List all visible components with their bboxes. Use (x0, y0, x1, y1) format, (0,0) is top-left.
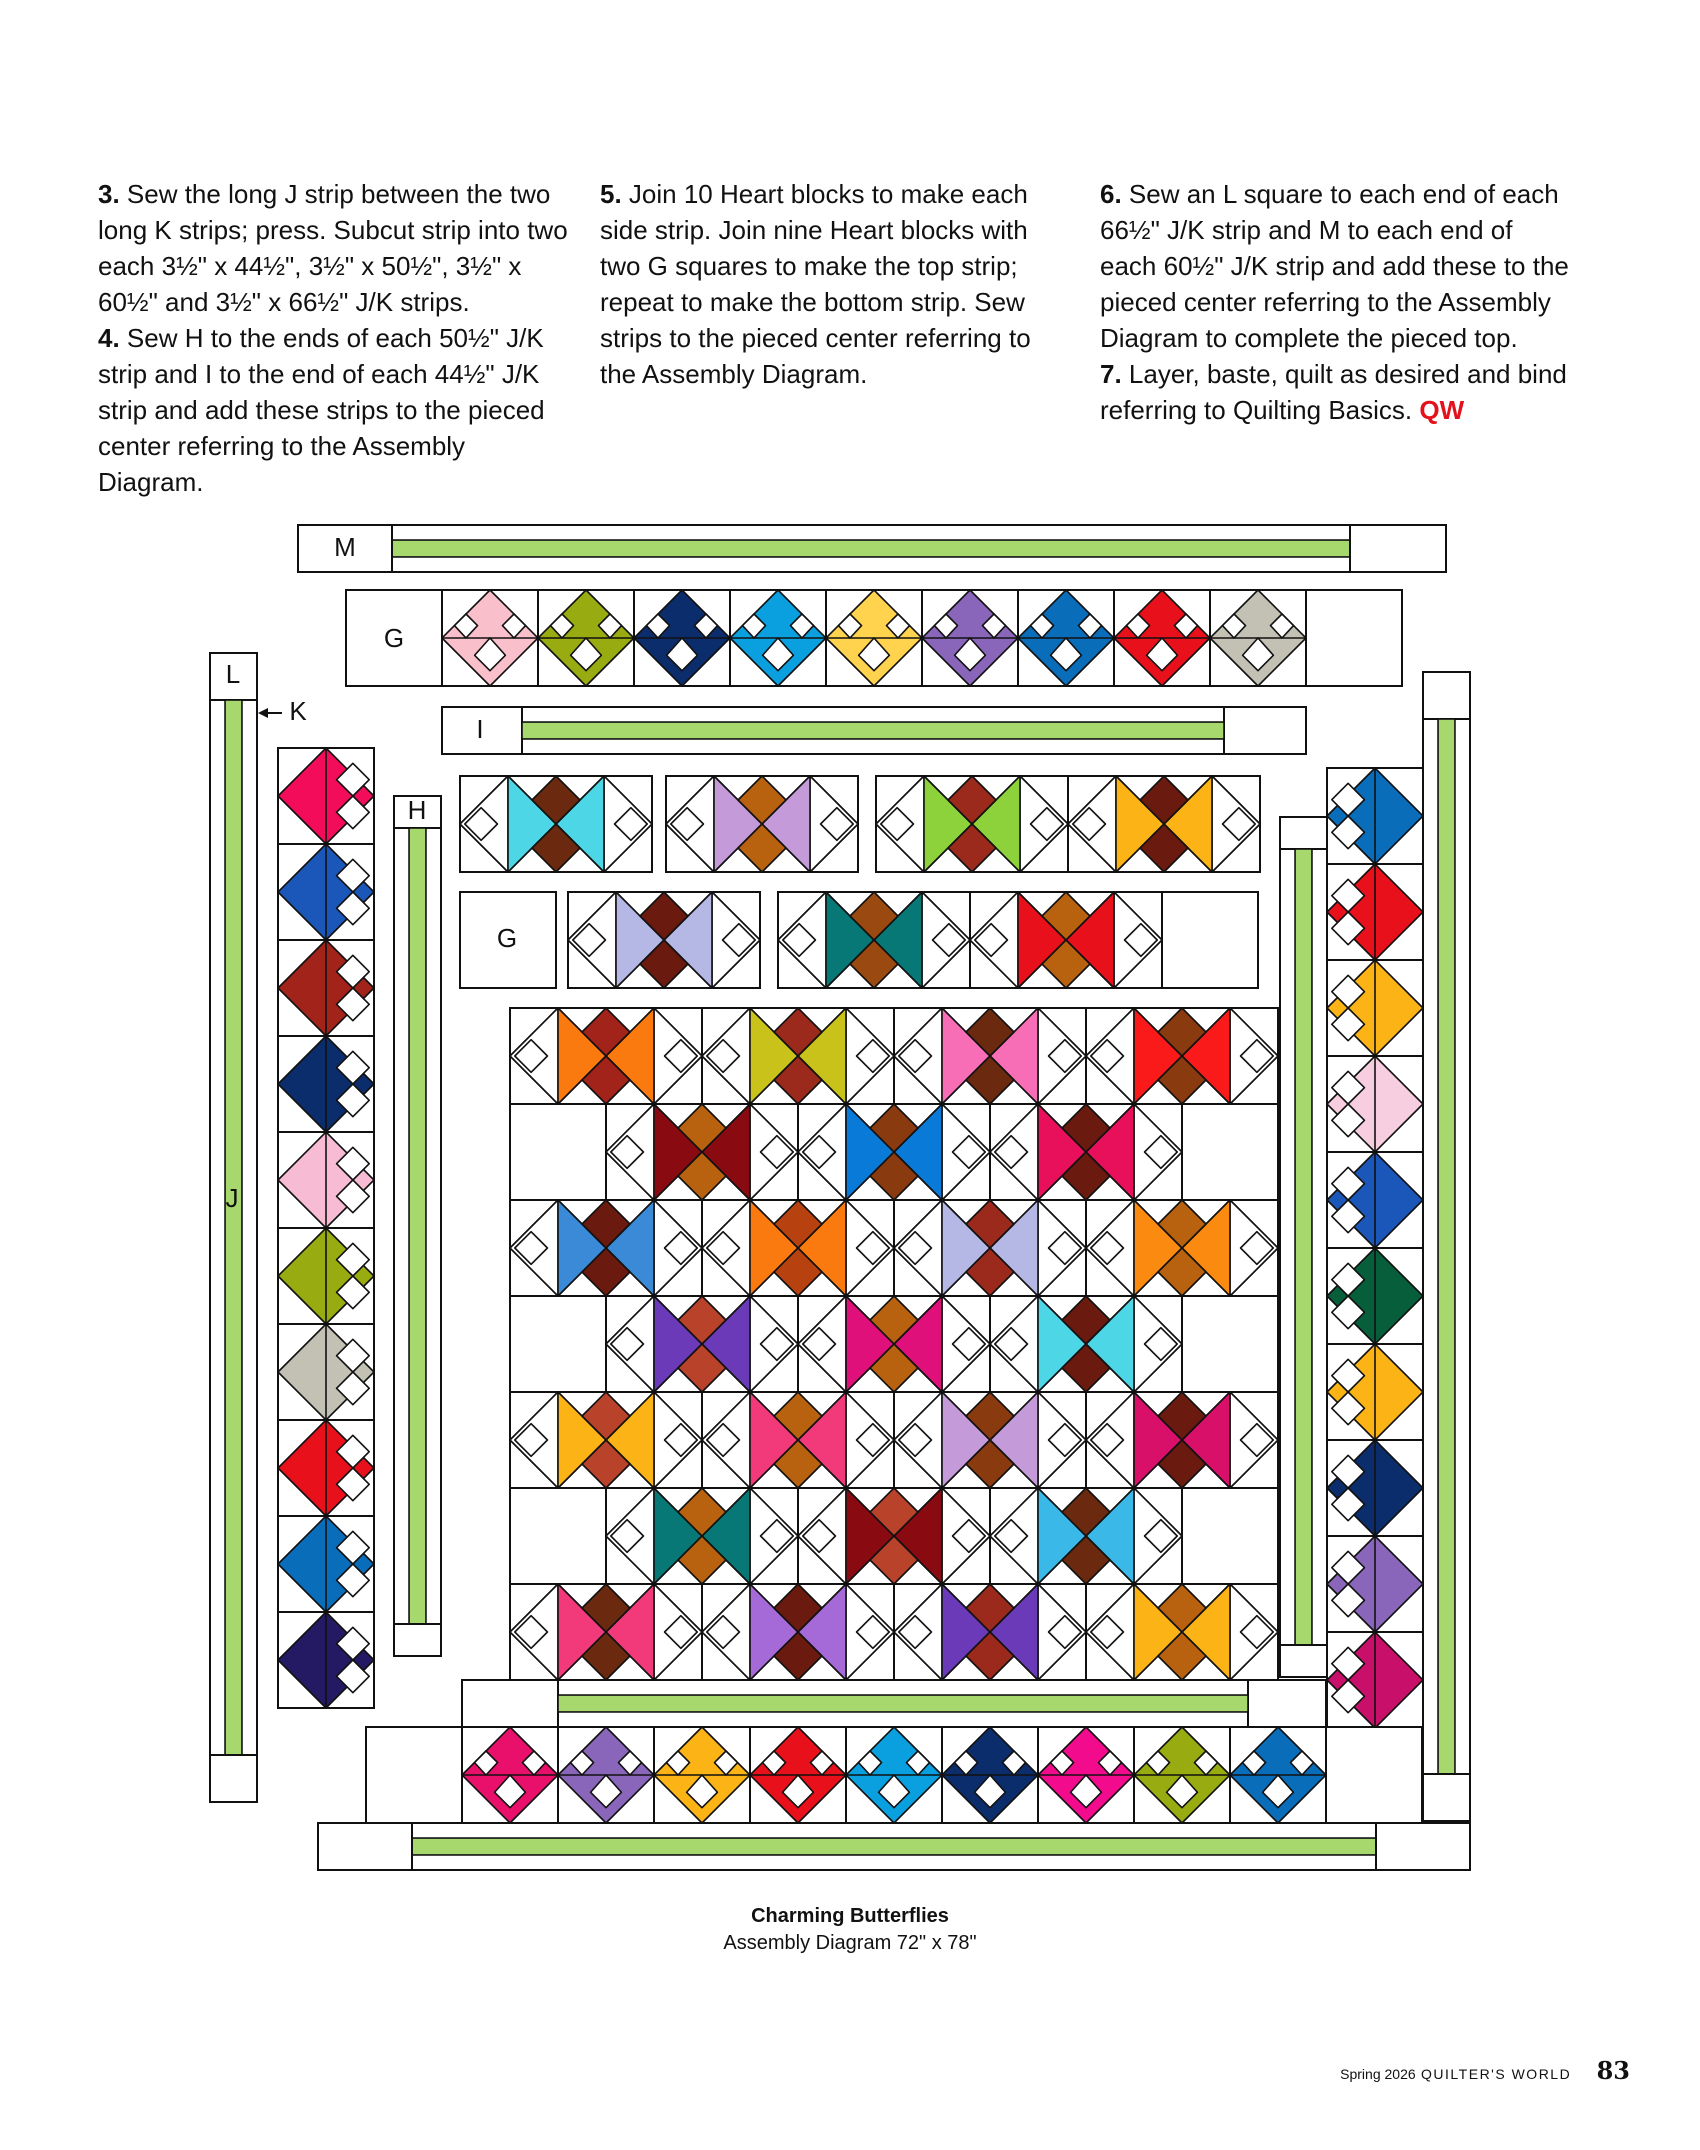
strip-green-band (392, 540, 1350, 557)
heart-block-left (278, 1228, 374, 1324)
heart-block-bottom (462, 1727, 558, 1823)
butterfly-block-center (1086, 1008, 1278, 1104)
step-number: 5. (600, 179, 622, 209)
butterfly-block-top (970, 892, 1162, 988)
butterfly-block-center (894, 1008, 1086, 1104)
heart-block-right (1327, 768, 1423, 864)
butterfly-block-top (1068, 776, 1260, 872)
square-filler (1182, 1296, 1278, 1392)
heart-block-right (1327, 1248, 1423, 1344)
heart-block-left (278, 1420, 374, 1516)
heart-block-bottom (1038, 1727, 1134, 1823)
square-h-right-bottom (1280, 1645, 1327, 1677)
page-number: 83 (1596, 2056, 1630, 2085)
heart-block-bottom (654, 1727, 750, 1823)
heart-block-left (278, 1324, 374, 1420)
heart-block-bottom (558, 1727, 654, 1823)
strip-jk-i-bottom (558, 1680, 1248, 1727)
step-text: Layer, baste, quilt as desired and bind referring to Quilting Basics. (1100, 359, 1567, 425)
strip-jk-right-long (1423, 719, 1470, 1774)
square-h-bottom (394, 1624, 441, 1656)
butterfly-block-center (702, 1008, 894, 1104)
butterfly-block-center (1086, 1584, 1278, 1680)
footer-issue: Spring 2026 (1340, 2066, 1416, 2082)
strip-green-band (412, 1838, 1376, 1855)
square-filler (1182, 1488, 1278, 1584)
heart-block-bottom (1134, 1727, 1230, 1823)
butterfly-block-center (798, 1296, 990, 1392)
step-number: 6. (1100, 179, 1122, 209)
butterfly-block-center (606, 1296, 798, 1392)
label-K: K (289, 695, 307, 726)
heart-block-right (1327, 960, 1423, 1056)
arrow-k-head (258, 708, 268, 718)
butterfly-block-center (1086, 1200, 1278, 1296)
page-footer (1340, 2056, 1630, 2085)
label-J: J (225, 1182, 239, 1213)
heart-block-top (730, 590, 826, 686)
heart-block-top (826, 590, 922, 686)
butterfly-block-top (568, 892, 760, 988)
label-G: G (383, 622, 405, 653)
strip-green-band (409, 828, 426, 1624)
butterfly-block-center (510, 1200, 702, 1296)
strip-jk-bottom (412, 1823, 1376, 1870)
strip-green-band (1438, 719, 1455, 1774)
step-number: 7. (1100, 359, 1122, 389)
square-filler (1182, 1104, 1278, 1200)
butterfly-block-center (990, 1296, 1182, 1392)
heart-block-right (1327, 864, 1423, 960)
butterfly-block-center (894, 1200, 1086, 1296)
diagram-caption-title: Charming Butterflies (751, 1905, 949, 1927)
square-filler (510, 1488, 606, 1584)
square-m (1350, 525, 1446, 572)
heart-block-right (1327, 1056, 1423, 1152)
label-I: I (476, 713, 484, 744)
heart-block-left (278, 1516, 374, 1612)
heart-block-top (922, 590, 1018, 686)
step-number: 3. (98, 179, 120, 209)
square-filler (510, 1296, 606, 1392)
butterfly-block-center (606, 1104, 798, 1200)
footer-magazine: QUILTER'S WORLD (1421, 2066, 1572, 2082)
label-G: G (496, 922, 518, 953)
heart-block-bottom (846, 1727, 942, 1823)
step-text: Sew the long J strip between the two long K strips; press. Subcut strip into two each 3½" x 44½", 3½" x 50½", 3½" x 60½" and 3½" x 66½" J/K strips. (98, 179, 568, 317)
butterfly-block-top (460, 776, 652, 872)
square-m-bottom (1376, 1823, 1470, 1870)
butterfly-block-top (778, 892, 970, 988)
strip-green-band (225, 700, 242, 1755)
strip-jk-left-long (210, 700, 257, 1755)
qw-mark: QW (1419, 395, 1465, 425)
heart-block-bottom (750, 1727, 846, 1823)
butterfly-block-center (990, 1488, 1182, 1584)
heart-block-right (1327, 1536, 1423, 1632)
butterfly-block-center (894, 1392, 1086, 1488)
heart-block-right (1327, 1344, 1423, 1440)
step-text: Sew H to the ends of each 50½" J/K strip and I to the end of each 44½" J/K strip and add these strips to the pieced center referring to the Assembly Diagram. (98, 323, 545, 497)
heart-block-right (1327, 1152, 1423, 1248)
step-text: Join 10 Heart blocks to make each side strip. Join nine Heart blocks with two G squares to make the top strip; repeat to make the bottom strip. Sew strips to the pieced center referring to the Assembly Diagram. (600, 179, 1031, 389)
square-g-bottom-right (1326, 1727, 1422, 1823)
butterfly-block-center (702, 1200, 894, 1296)
step-number: 4. (98, 323, 120, 353)
heart-block-left (278, 748, 374, 844)
square-g-top-right (1306, 590, 1402, 686)
square-h-right (1280, 817, 1327, 849)
butterfly-block-center (510, 1008, 702, 1104)
label-L: L (225, 658, 241, 689)
heart-block-top (442, 590, 538, 686)
square-m-bottom (318, 1823, 412, 1870)
label-M: M (334, 531, 356, 562)
label-H: H (407, 794, 427, 825)
heart-block-right (1327, 1632, 1423, 1728)
step-text: Sew an L square to each end of each 66½" J/K strip and M to each end of each 60½" J/K strip and add these to the pieced center referring to the Assembly Diagram to complete the pieced top. (1100, 179, 1569, 353)
heart-block-top (1018, 590, 1114, 686)
square-filler (1162, 892, 1258, 988)
butterfly-block-center (798, 1488, 990, 1584)
heart-block-left (278, 1036, 374, 1132)
butterfly-block-top (666, 776, 858, 872)
strip-jk-i (522, 707, 1224, 754)
heart-block-right (1327, 1440, 1423, 1536)
square-l-right-bottom (1423, 1774, 1470, 1821)
butterfly-block-center (510, 1584, 702, 1680)
square-filler (510, 1104, 606, 1200)
square-l (210, 1755, 257, 1802)
heart-block-bottom (1230, 1727, 1326, 1823)
butterfly-block-center (894, 1584, 1086, 1680)
butterfly-block-center (1086, 1392, 1278, 1488)
heart-block-top (538, 590, 634, 686)
heart-block-top (1210, 590, 1306, 686)
heart-block-left (278, 1612, 374, 1708)
diagram-caption-subtitle: Assembly Diagram 72" x 78" (723, 1932, 977, 1954)
strip-green-band (558, 1695, 1248, 1712)
butterfly-block-center (606, 1488, 798, 1584)
heart-block-top (634, 590, 730, 686)
heart-block-left (278, 940, 374, 1036)
butterfly-block-center (798, 1104, 990, 1200)
strip-jk-h (394, 828, 441, 1624)
heart-block-left (278, 844, 374, 940)
butterfly-block-top (876, 776, 1068, 872)
heart-block-bottom (942, 1727, 1038, 1823)
heart-block-left (278, 1132, 374, 1228)
butterfly-block-center (510, 1392, 702, 1488)
square-l-right (1423, 672, 1470, 719)
square-g-bottom (366, 1727, 462, 1823)
strip-jk-right-inner (1280, 849, 1327, 1645)
butterfly-block-center (702, 1392, 894, 1488)
butterfly-block-center (702, 1584, 894, 1680)
strip-green-band (1295, 849, 1312, 1645)
strip-jk-top (392, 525, 1350, 572)
butterfly-block-center (990, 1104, 1182, 1200)
strip-green-band (522, 722, 1224, 739)
heart-block-top (1114, 590, 1210, 686)
